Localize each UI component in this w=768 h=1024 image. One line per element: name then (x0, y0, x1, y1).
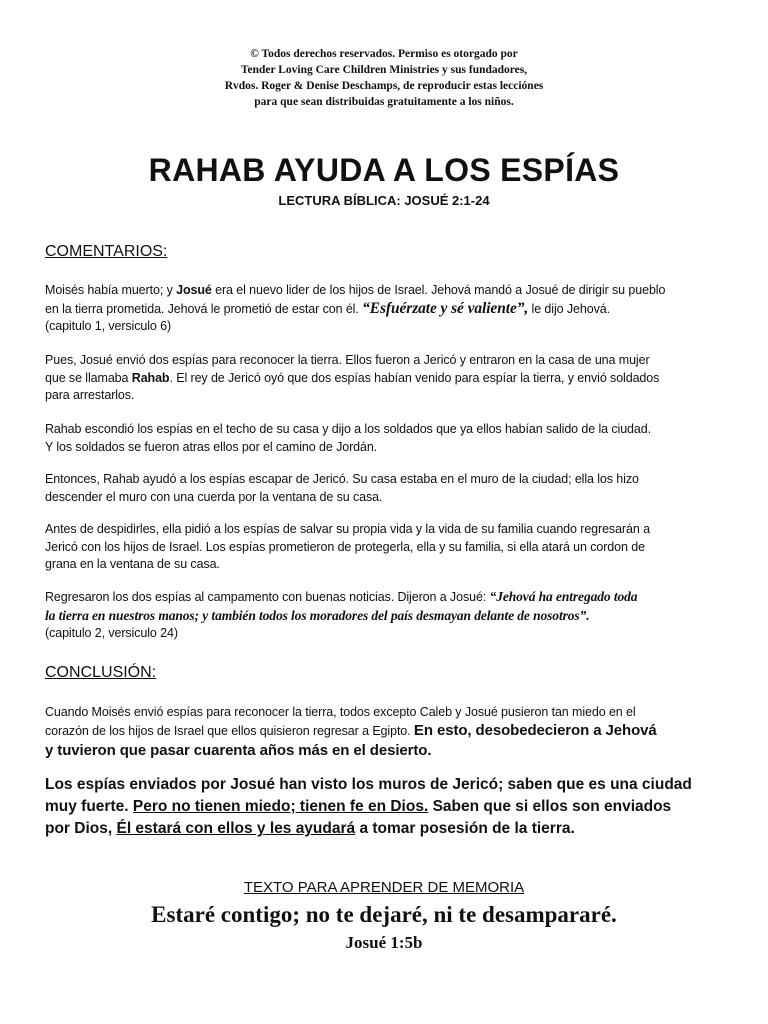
copyright-line: Tender Loving Care Children Ministries y sus fundadores, (240, 64, 528, 76)
comentarios-heading: COMENTARIOS: (45, 243, 168, 260)
bible-reading-reference: LECTURA BÍBLICA: JOSUÉ 2:1-24 (278, 193, 490, 208)
comentarios-paragraph-5 (45, 521, 725, 574)
copyright-line: para que sean distribuidas gratuitamente a los niños. (254, 96, 514, 108)
emphasis-text: En esto, desobedecieron a Jehová (413, 721, 657, 739)
text-span: en la tierra prometida. Jehová le prometió de estar con él. (45, 301, 363, 316)
copyright-line: © Todos derechos reservados. Permiso es otorgado por (250, 48, 518, 60)
text-span: Saben que si ellos son enviados (428, 798, 672, 815)
text-line: para arrestarlos. (45, 388, 135, 402)
text-line: Antes de despidirles, ella pidió a los espías de salvar su propia vida y la vida de su familia cuando regresarán a (45, 522, 650, 536)
comentarios-paragraph-3 (45, 421, 725, 456)
text-line: Y los soldados se fueron atras ellos por el camino de Jordán. (45, 439, 378, 454)
text-line: descender el muro con una cuerda por la ventana de su casa. (45, 489, 383, 504)
copyright-line: Rvdos. Roger & Denise Deschamps, de reproducir estas lecciónes (224, 80, 544, 92)
copyright-notice (0, 46, 768, 110)
lesson-title: RAHAB AYUDA A LOS ESPÍAS (148, 152, 620, 188)
text-line: Rahab escondió los espías en el techo de su casa y dijo a los soldados que ya ellos habían salido de la ciudad. (45, 422, 651, 436)
text-span: era el nuevo lider de los hijos de Israel. Jehová mandó a Josué de dirigir su pueblo (211, 283, 666, 297)
conclusion-heading: CONCLUSIÓN: (45, 664, 157, 681)
conclusion-paragraph-1 (45, 704, 725, 762)
text-line: grana en la ventana de su casa. (45, 557, 220, 571)
memory-verse-text: Estaré contigo; no te dejaré, ni te desampararé. (151, 902, 617, 927)
text-span: a tomar posesión de la tierra. (355, 820, 575, 837)
comentarios-paragraph-2 (45, 352, 725, 405)
citation: (capitulo 1, versiculo 6) (45, 319, 172, 333)
text-span: por Dios, (45, 820, 117, 837)
text-span: muy fuerte. (45, 798, 133, 815)
text-line: Entonces, Rahab ayudó a los espías escapar de Jericó. Su casa estaba en el muro de la ciudad; ella los hizo (45, 472, 639, 486)
underlined-text: Él estará con ellos y les ayudará (116, 820, 356, 837)
text-line: Cuando Moisés envió espías para reconocer la tierra, todos excepto Caleb y Josué pusieron tan miedo en el (45, 705, 636, 719)
underlined-text: Pero no tienen miedo; tienen fe en Dios. (132, 798, 429, 815)
text-line: Pues, Josué envió dos espías para reconocer la tierra. Ellos fueron a Jericó y entraron en la casa de una mujer (45, 353, 650, 367)
comentarios-paragraph-4 (45, 471, 725, 506)
citation: (capitulo 2, versiculo 24) (45, 626, 178, 640)
comentarios-paragraph-6 (45, 588, 725, 643)
emphasis-line: y tuvieron que pasar cuarenta años más en el desierto. (45, 742, 432, 759)
quote-jehova: “Jehová ha entregado toda (489, 589, 638, 604)
memory-verse-label: TEXTO PARA APRENDER DE MEMORIA (243, 879, 525, 896)
text-line: Jericó con los hijos de Israel. Los espías prometieron de protegerla, ella y su familia, si ella atará un cordon de (45, 539, 645, 554)
text-line: Los espías enviados por Josué han visto los muros de Jericó; saben que es una ciudad (45, 776, 692, 793)
name-rahab: Rahab (131, 370, 170, 385)
conclusion-paragraph-2 (45, 774, 735, 840)
text-span: Regresaron los dos espías al campamento con buenas noticias. Dijeron a Josué: (45, 590, 490, 604)
comentarios-paragraph-1 (45, 282, 725, 336)
text-span: que se llamaba (45, 370, 132, 385)
text-span: le dijo Jehová. (528, 301, 610, 316)
text-span: corazón de los hijos de Israel que ellos quisieron regresar a Egipto. (45, 723, 414, 738)
memory-verse-reference: Josué 1:5b (345, 933, 423, 952)
text-span: . El rey de Jericó oyó que dos espías habían venido para espíar la tierra, y envió soldados (169, 370, 660, 385)
name-josue: Josué (176, 283, 212, 297)
text-span: Moisés había muerto; y (45, 283, 177, 297)
quote-jehova-continued: la tierra en nuestros manos; y también todos los moradores del país desmayan delante de nosotros”. (45, 607, 590, 623)
quote-esfuerzate: “Esfuérzate y sé valiente”, (362, 299, 529, 317)
